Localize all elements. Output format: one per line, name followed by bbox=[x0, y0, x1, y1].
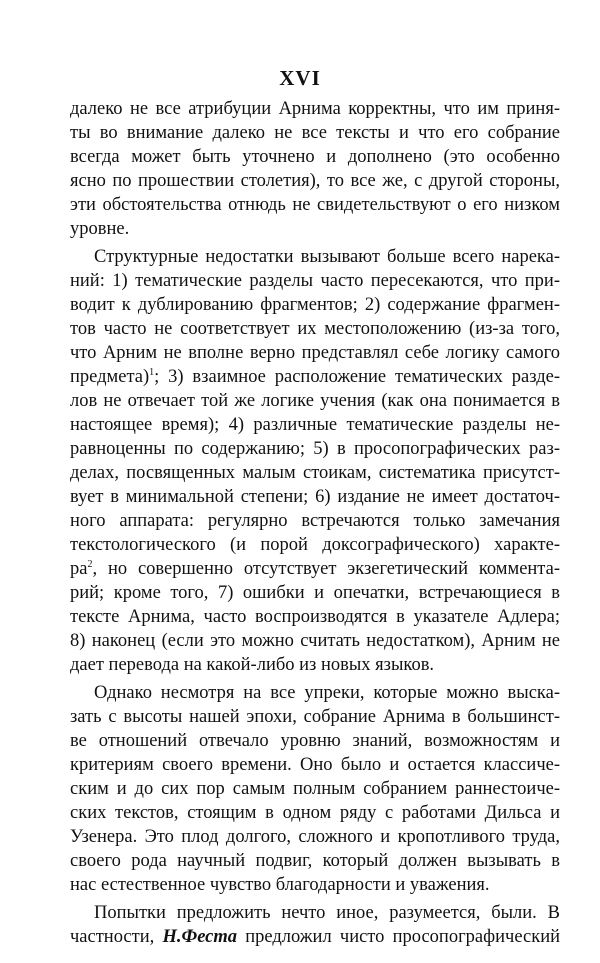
text-line: критериям своего времени. Оно было и остается классиче- bbox=[70, 755, 560, 775]
text-segment: , но совершенно отсутствует экзегетический коммента- bbox=[92, 559, 560, 579]
footnote-ref-1: 1 bbox=[149, 367, 155, 378]
text-line: уровне. bbox=[70, 219, 130, 239]
text-line: ских текстов, стоящим в одном ряду с работами Дильса и bbox=[70, 803, 560, 823]
text-line: что Арним не вполне верно представлял себе логику самого bbox=[70, 343, 560, 363]
text-segment: частности, bbox=[70, 927, 163, 947]
text-line: ного аппарата: регулярно встречаются только замечания bbox=[70, 511, 560, 531]
text-line: дает перевода на какой-либо из новых языков. bbox=[70, 655, 435, 675]
text-line: эти обстоятельства отнюдь не свидетельствуют о его низком bbox=[70, 195, 560, 215]
text-line: нас естественное чувство благодарности и уважения. bbox=[70, 875, 490, 895]
text-line: зать с высоты нашей эпохи, собрание Арнима в большинст- bbox=[70, 707, 560, 727]
text-line: делах, посвященных малым стоикам, систематика присутст- bbox=[70, 463, 560, 483]
text-line: ний: 1) тематические разделы часто пересекаются, что при- bbox=[70, 271, 560, 291]
text-segment: ; 3) взаимное расположение тематических разде- bbox=[154, 367, 560, 387]
text-line: далеко не все атрибуции Арнима корректны, что им приня- bbox=[70, 99, 560, 119]
text-line: ясно по прошествии столетия), то все же, с другой стороны, bbox=[70, 171, 560, 191]
text-line bbox=[70, 557, 560, 581]
author-name: Н.Феста bbox=[162, 927, 238, 947]
text-line: рий; кроме того, 7) ошибки и опечатки, встречающиеся в bbox=[70, 583, 560, 603]
text-line: 8) наконец (если это можно считать недостатком), Арним не bbox=[70, 631, 560, 651]
text-line: лов не отвечает той же логике учения (как она понимается в bbox=[70, 391, 560, 411]
text-line bbox=[70, 365, 560, 389]
text-line: своего рода научный подвиг, который должен вызывать в bbox=[70, 851, 560, 871]
footnote-ref-2: 2 bbox=[87, 559, 93, 570]
text-line: текстологического (и порой доксографического) характе- bbox=[70, 535, 560, 555]
text-line: тексте Арнима, часто воспроизводятся в указателе Адлера; bbox=[70, 607, 560, 627]
text-line: Попытки предложить нечто иное, разумеется, были. В bbox=[94, 903, 560, 923]
text-line: ты во внимание далеко не все тексты и что его собрание bbox=[70, 123, 560, 143]
text-line: всегда может быть уточнено и дополнено (это особенно bbox=[70, 147, 560, 167]
text-segment: предложил чисто просопографический bbox=[237, 927, 560, 947]
page-number: XVI bbox=[279, 66, 321, 90]
text-segment: предмета) bbox=[70, 367, 150, 387]
text-line: ским и до сих пор самым полным собранием раннестоиче- bbox=[70, 779, 560, 799]
text-line: Узенера. Это плод долгого, сложного и кропотливого труда, bbox=[70, 827, 560, 847]
text-line: Однако несмотря на все упреки, которые можно выска- bbox=[94, 683, 560, 703]
text-line: Структурные недостатки вызывают больше всего нарека- bbox=[94, 247, 560, 267]
text-line: равноценны по содержанию; 5) в просопографических раз- bbox=[70, 439, 560, 459]
text-line bbox=[70, 925, 560, 949]
text-line: настоящее время); 4) различные тематические разделы не- bbox=[70, 415, 560, 435]
text-segment: ра bbox=[70, 559, 88, 579]
text-line: тов часто не соответствует их местоположению (из-за того, bbox=[70, 319, 560, 339]
text-line: водит к дублированию фрагментов; 2) содержание фрагмен- bbox=[70, 295, 560, 315]
text-line: вует в минимальной степени; 6) издание не имеет достаточ- bbox=[70, 487, 560, 507]
text-line: ве отношений отвечало уровню знаний, возможностям и bbox=[70, 731, 560, 751]
